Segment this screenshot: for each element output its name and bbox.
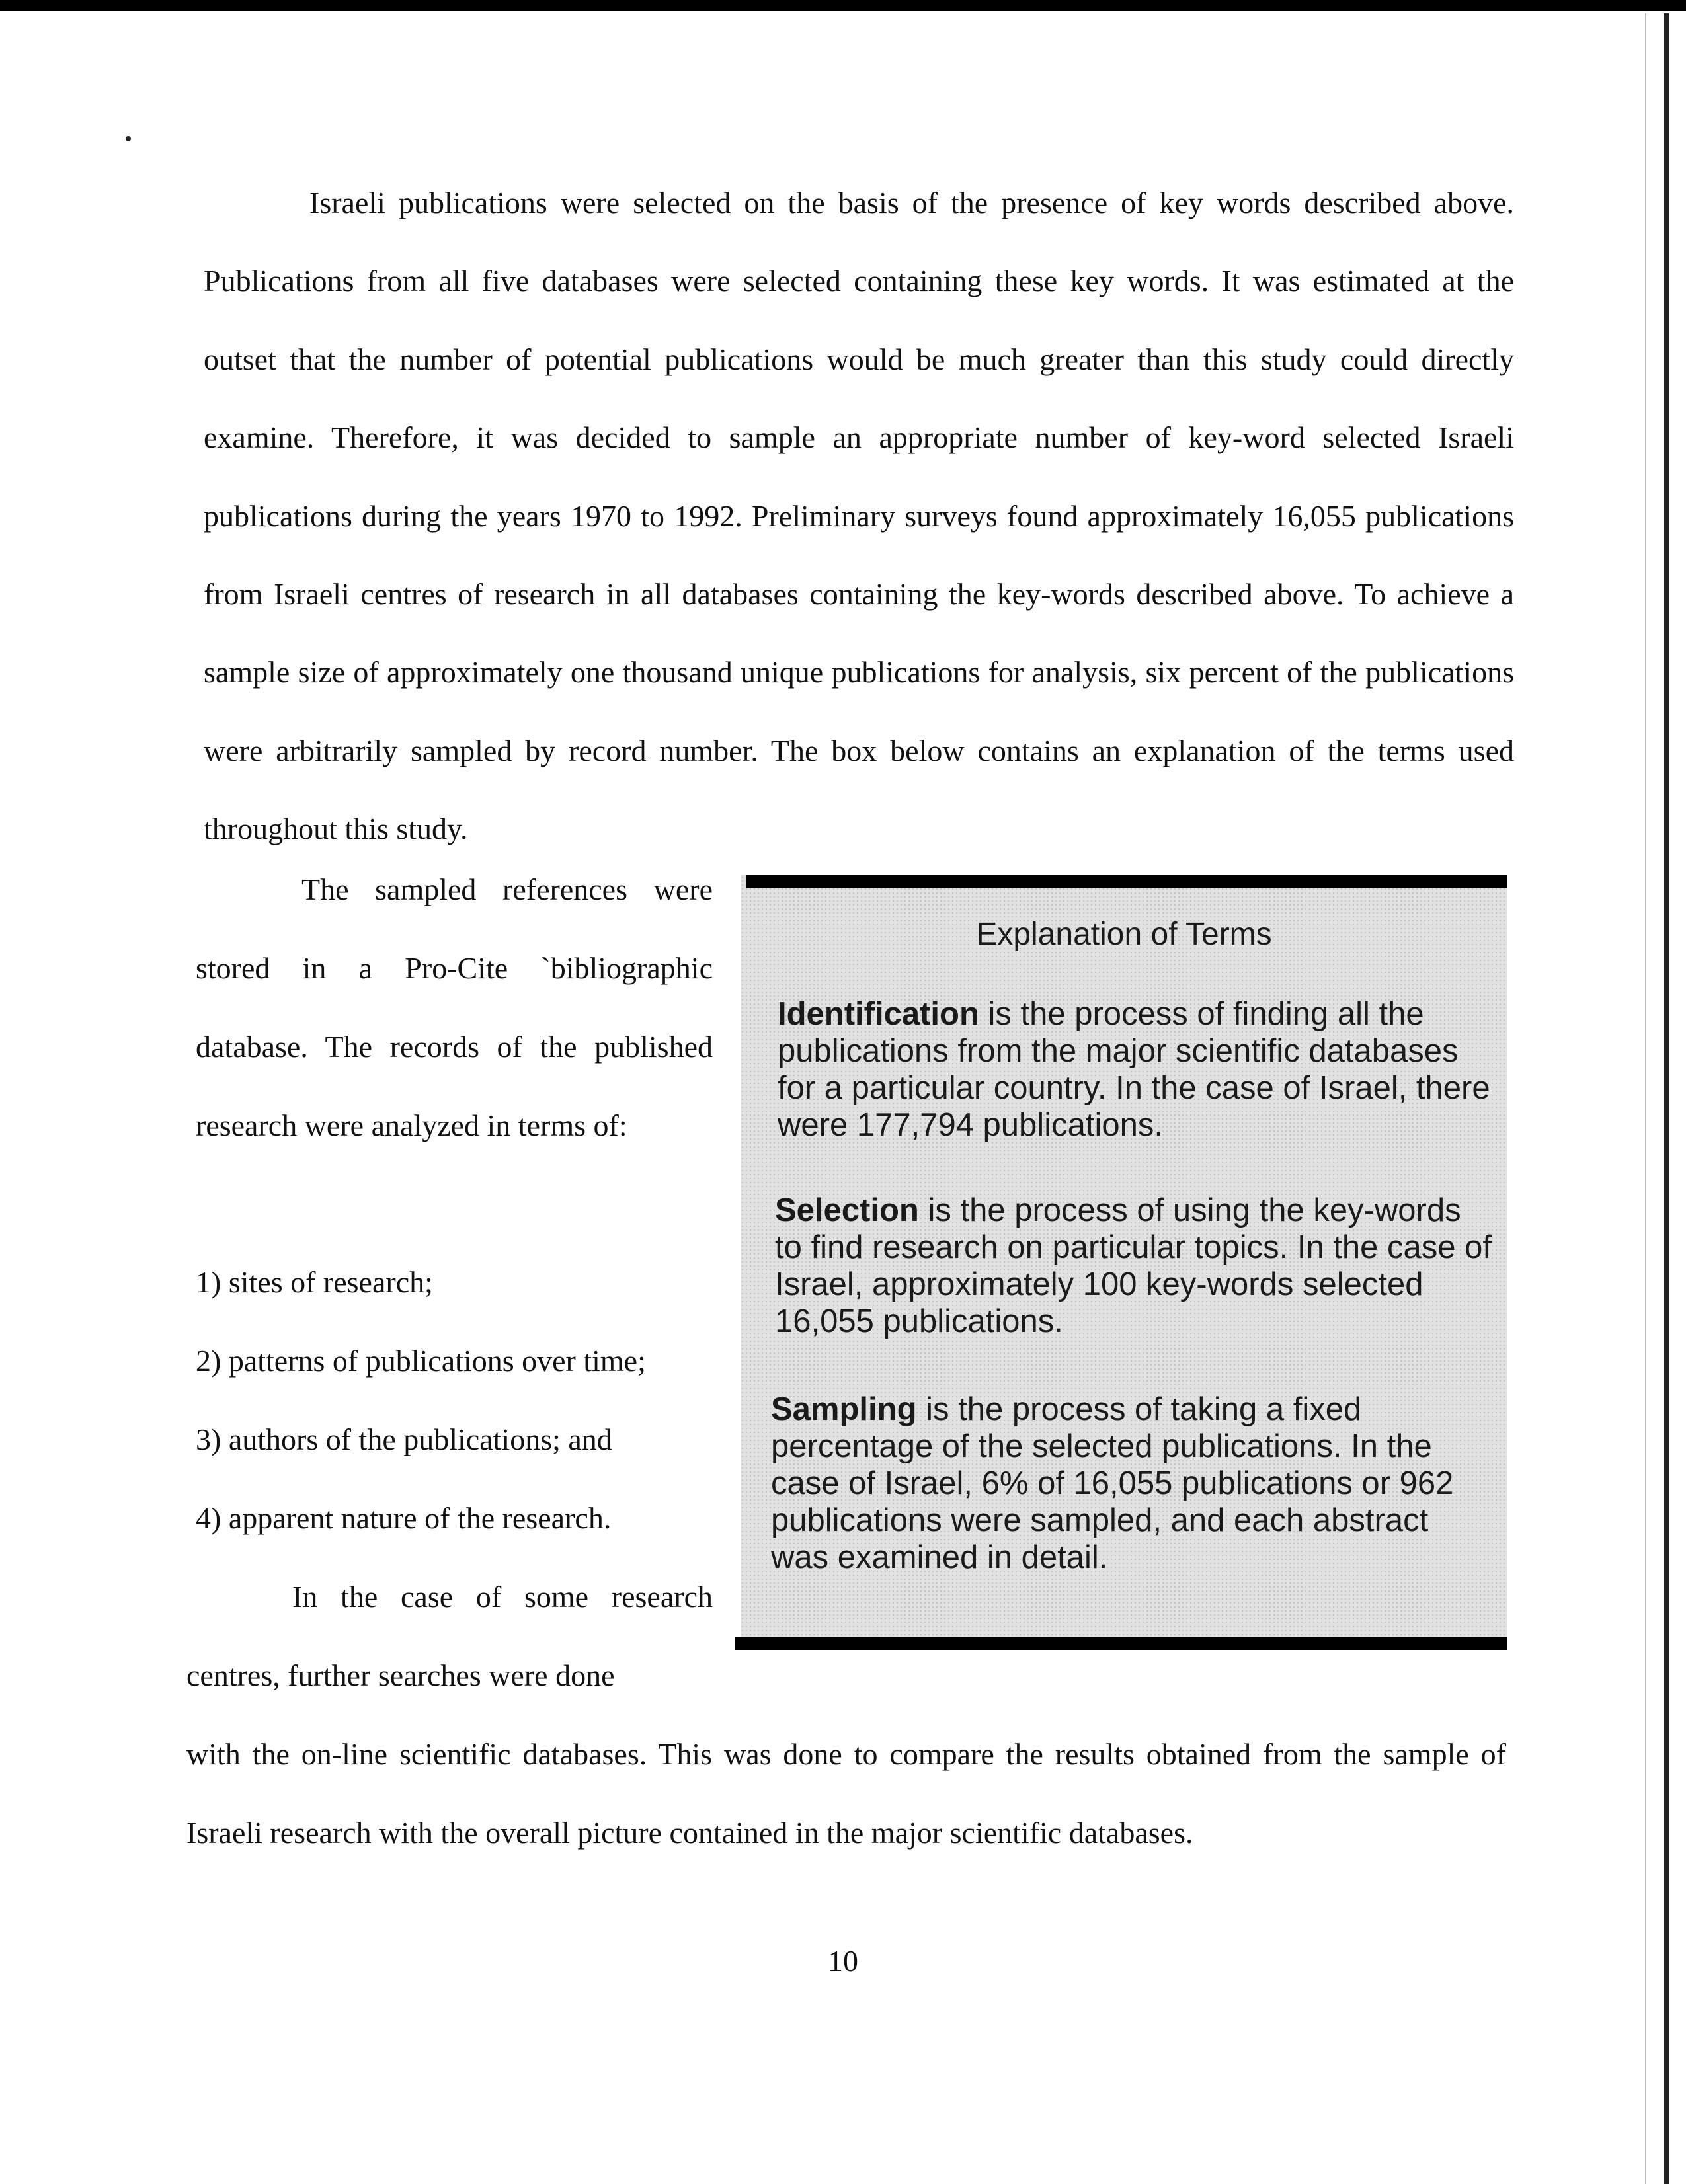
- definition-text: is the process of taking a fixed percentage of the selected publications. In the case of Israel, 6% of 16,055 publications or 962 publications were sampled, and each abstract was examined in detail.: [771, 1391, 1454, 1575]
- body-paragraph-3-end: with the on-line scientific databases. This was done to compare the results obtained from the sample of Israeli research with the overall picture contained in the major scientific databases.: [186, 1737, 1506, 1850]
- definition-text: is the process of using the key-words to find research on particular topics. In the case of Israel, approximately 100 key-words selected 16,055 publications.: [775, 1192, 1492, 1339]
- scan-top-border: [0, 0, 1686, 11]
- body-paragraph-1: Israeli publications were selected on the basis of the presence of key words described above. Publications from all five databases were selected containing these key words. It was estimated at the outset that the number of potential publications would be much greater than this study could directly examine. Therefore, it was decided to sample an appropriate number of key-word selected Israeli publications during the years 1970 to 1992. Preliminary surveys found approximately 16,055 publications from Israeli centres of research in all databases containing the key-words described above. To achieve a sample size of approximately one thousand unique publications for analysis, six percent of the publications were arbitrarily sampled by record number. The box below contains an explanation of the terms used throughout this study.: [204, 186, 1514, 846]
- definition-text: is the process of finding all the publications from the major scientific databases for a particular country. In the case of Israel, there were 177,794 publications.: [778, 996, 1490, 1143]
- page-number: 10: [828, 1944, 858, 1978]
- list-item: 2) patterns of publications over time;: [196, 1344, 646, 1378]
- definition-sampling: [771, 1391, 1492, 1576]
- list-item: 1) sites of research;: [196, 1265, 433, 1299]
- definition-term: Identification: [778, 996, 979, 1032]
- analysis-list: [196, 1243, 725, 1557]
- scan-speck: [126, 136, 131, 141]
- definition-term: Selection: [775, 1192, 919, 1228]
- definition-identification: [778, 995, 1498, 1144]
- explanation-box-title: Explanation of Terms: [976, 917, 1272, 952]
- scan-right-shadow: [1645, 13, 1646, 2184]
- box-top-rule: [746, 875, 1507, 888]
- definition-term: Sampling: [771, 1391, 917, 1427]
- list-item: 3) authors of the publications; and: [196, 1423, 612, 1456]
- box-bottom-rule: [735, 1637, 1507, 1650]
- scan-right-border: [1664, 13, 1669, 2184]
- body-paragraph-3-start: In the case of some research centres, further searches were done: [186, 1580, 713, 1692]
- body-paragraph-2: The sampled references were stored in a Pro-Cite `bibliographic database. The records of the published research were analyzed in terms of:: [196, 873, 713, 1142]
- list-item: 4) apparent nature of the research.: [196, 1501, 612, 1535]
- definition-selection: [775, 1192, 1496, 1340]
